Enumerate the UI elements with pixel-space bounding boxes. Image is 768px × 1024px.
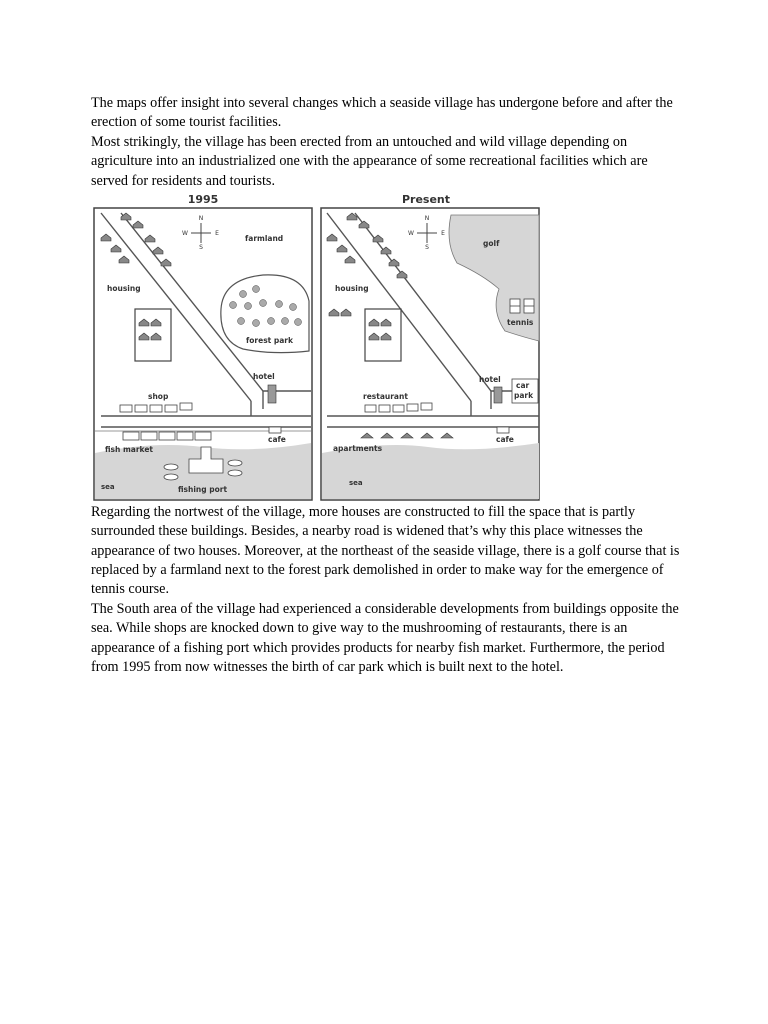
label-housing-1995: housing bbox=[107, 284, 141, 293]
label-apartments: apartments bbox=[333, 444, 383, 453]
map-1995-title: 1995 bbox=[187, 193, 219, 206]
svg-text:E: E bbox=[215, 230, 219, 237]
paragraph-south: The South area of the village had experienced a considerable developments from buildings opposite the sea. While shops are knocked down to give way to the mushrooming of restaurants, there is an appearance of a fishing port which provides products for nearby fish market. Furthermore, the period from 1995 from now witnesses the birth of car park which is built next to the hotel. bbox=[91, 601, 679, 675]
label-golf: golf bbox=[483, 239, 500, 248]
fish-market-stalls bbox=[123, 432, 211, 440]
label-sea-present: sea bbox=[349, 479, 363, 487]
svg-text:W: W bbox=[182, 230, 188, 237]
paragraph-overview: Most strikingly, the village has been erected from an untouched and wild village depending on agriculture into an industrialized one with the appearance of some recreational facilities which are served for residents and tourists. bbox=[91, 134, 648, 189]
svg-text:W: W bbox=[408, 230, 414, 237]
svg-text:E: E bbox=[441, 230, 445, 237]
label-restaurant: restaurant bbox=[363, 392, 408, 401]
label-park: park bbox=[514, 391, 534, 400]
label-tennis: tennis bbox=[507, 318, 534, 327]
map-present bbox=[321, 193, 539, 500]
label-housing-present: housing bbox=[335, 284, 369, 293]
svg-text:N: N bbox=[424, 215, 430, 222]
label-forest-park: forest park bbox=[246, 336, 293, 345]
label-hotel-1995: hotel bbox=[253, 372, 275, 381]
village-maps-figure bbox=[93, 191, 541, 502]
svg-text:S: S bbox=[425, 244, 429, 251]
paragraph-intro: The maps offer insight into several changes which a seaside village has undergone before and after the erection of some tourist facilities. bbox=[91, 95, 673, 131]
hotel-building bbox=[268, 385, 276, 403]
svg-text:N: N bbox=[198, 215, 204, 222]
label-farmland: farmland bbox=[245, 234, 284, 243]
label-sea-1995: sea bbox=[101, 483, 115, 491]
paragraph-northwest: Regarding the nortwest of the village, more houses are constructed to fill the space that is partly surrounded these buildings. Besides, a nearby road is widened that’s why this place witnesses the appearance of two houses. Moreover, at the northeast of the seaside village, there is a golf course that is replaced by a farmland next to the forest park demolished in order to make way for the emergence of tennis course. bbox=[91, 504, 680, 598]
label-cafe-1995: cafe bbox=[268, 435, 286, 444]
label-hotel-present: hotel bbox=[479, 375, 501, 384]
svg-text:S: S bbox=[199, 244, 203, 251]
map-present-title: Present bbox=[401, 193, 451, 206]
label-fish-market: fish market bbox=[105, 445, 154, 454]
label-cafe-present: cafe bbox=[496, 435, 514, 444]
map-1995 bbox=[94, 193, 312, 500]
label-fishing-port: fishing port bbox=[178, 485, 228, 494]
label-shop: shop bbox=[148, 392, 169, 401]
label-car: car bbox=[516, 381, 530, 390]
